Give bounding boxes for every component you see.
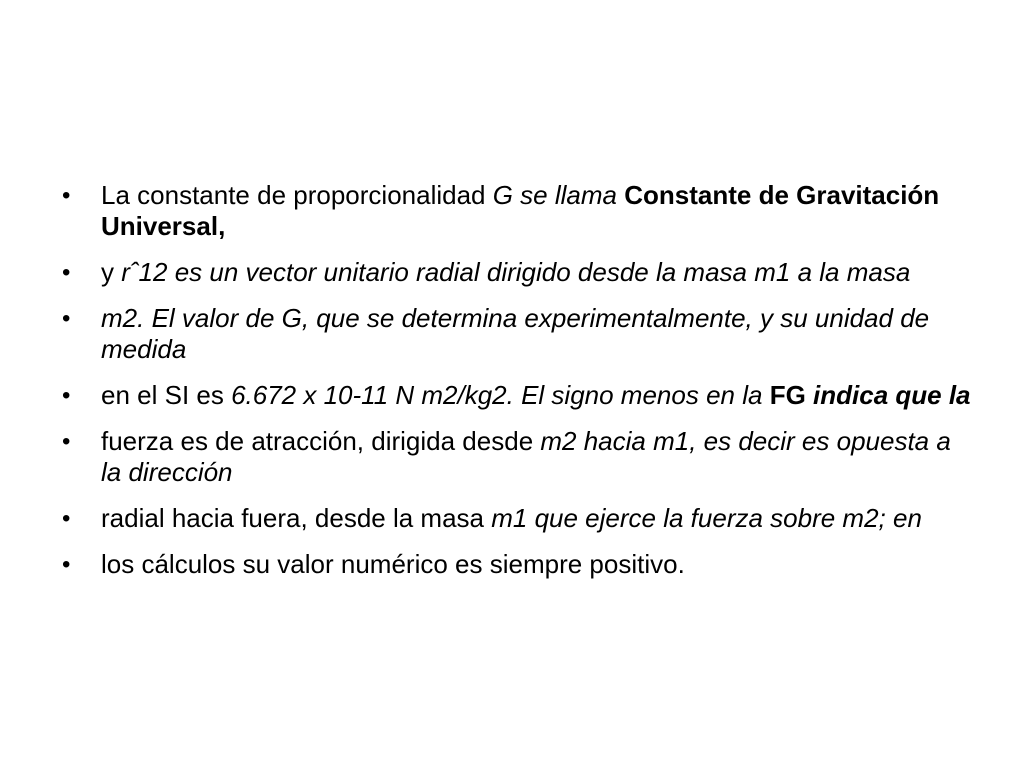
text-segment: La constante de proporcionalidad [101, 180, 493, 210]
bullet-icon: • [62, 182, 71, 209]
text-segment: m1 que ejerce la fuerza sobre m2; en [491, 503, 922, 533]
bullet-icon: • [62, 305, 71, 332]
list-item [62, 503, 972, 534]
text-segment: fuerza es de atracción, dirigida desde [101, 426, 541, 456]
text-segment: indica que la [805, 380, 971, 410]
text-segment: y [101, 257, 122, 287]
list-item [62, 380, 972, 411]
text-segment: los cálculos su valor numérico es siempre positivo. [101, 549, 685, 579]
text-segment: m2 hacia m1, es decir es opuesta a la dirección [101, 426, 951, 487]
list-item [62, 303, 972, 365]
text-segment: en el SI es [101, 380, 232, 410]
text-segment: Constante de Gravitación Universal, [101, 180, 940, 241]
text-segment: 6.672 x 10-11 N m2/kg2. El signo menos en la [231, 380, 770, 410]
text-segment: rˆ12 es un vector unitario radial dirigido desde la masa m1 a la masa [121, 257, 911, 287]
bullet-text [101, 426, 951, 487]
bullet-icon: • [62, 428, 71, 455]
bullet-list [62, 180, 972, 595]
bullet-icon: • [62, 382, 71, 409]
bullet-icon: • [62, 551, 71, 578]
bullet-text [101, 549, 685, 579]
bullet-text [101, 380, 971, 410]
bullet-text [101, 303, 929, 364]
text-segment: radial hacia fuera, desde la masa [101, 503, 492, 533]
list-item [62, 426, 972, 488]
bullet-icon: • [62, 259, 71, 286]
text-segment: G se llama [492, 180, 625, 210]
text-segment: m2. El valor de G, que se determina experimentalmente, y su unidad de medida [101, 303, 930, 364]
list-item [62, 549, 972, 580]
text-segment: FG [769, 380, 806, 410]
list-item [62, 180, 972, 242]
bullet-text [101, 257, 910, 287]
list-item [62, 257, 972, 288]
bullet-text [101, 503, 922, 533]
bullet-icon: • [62, 505, 71, 532]
bullet-text [101, 180, 939, 241]
